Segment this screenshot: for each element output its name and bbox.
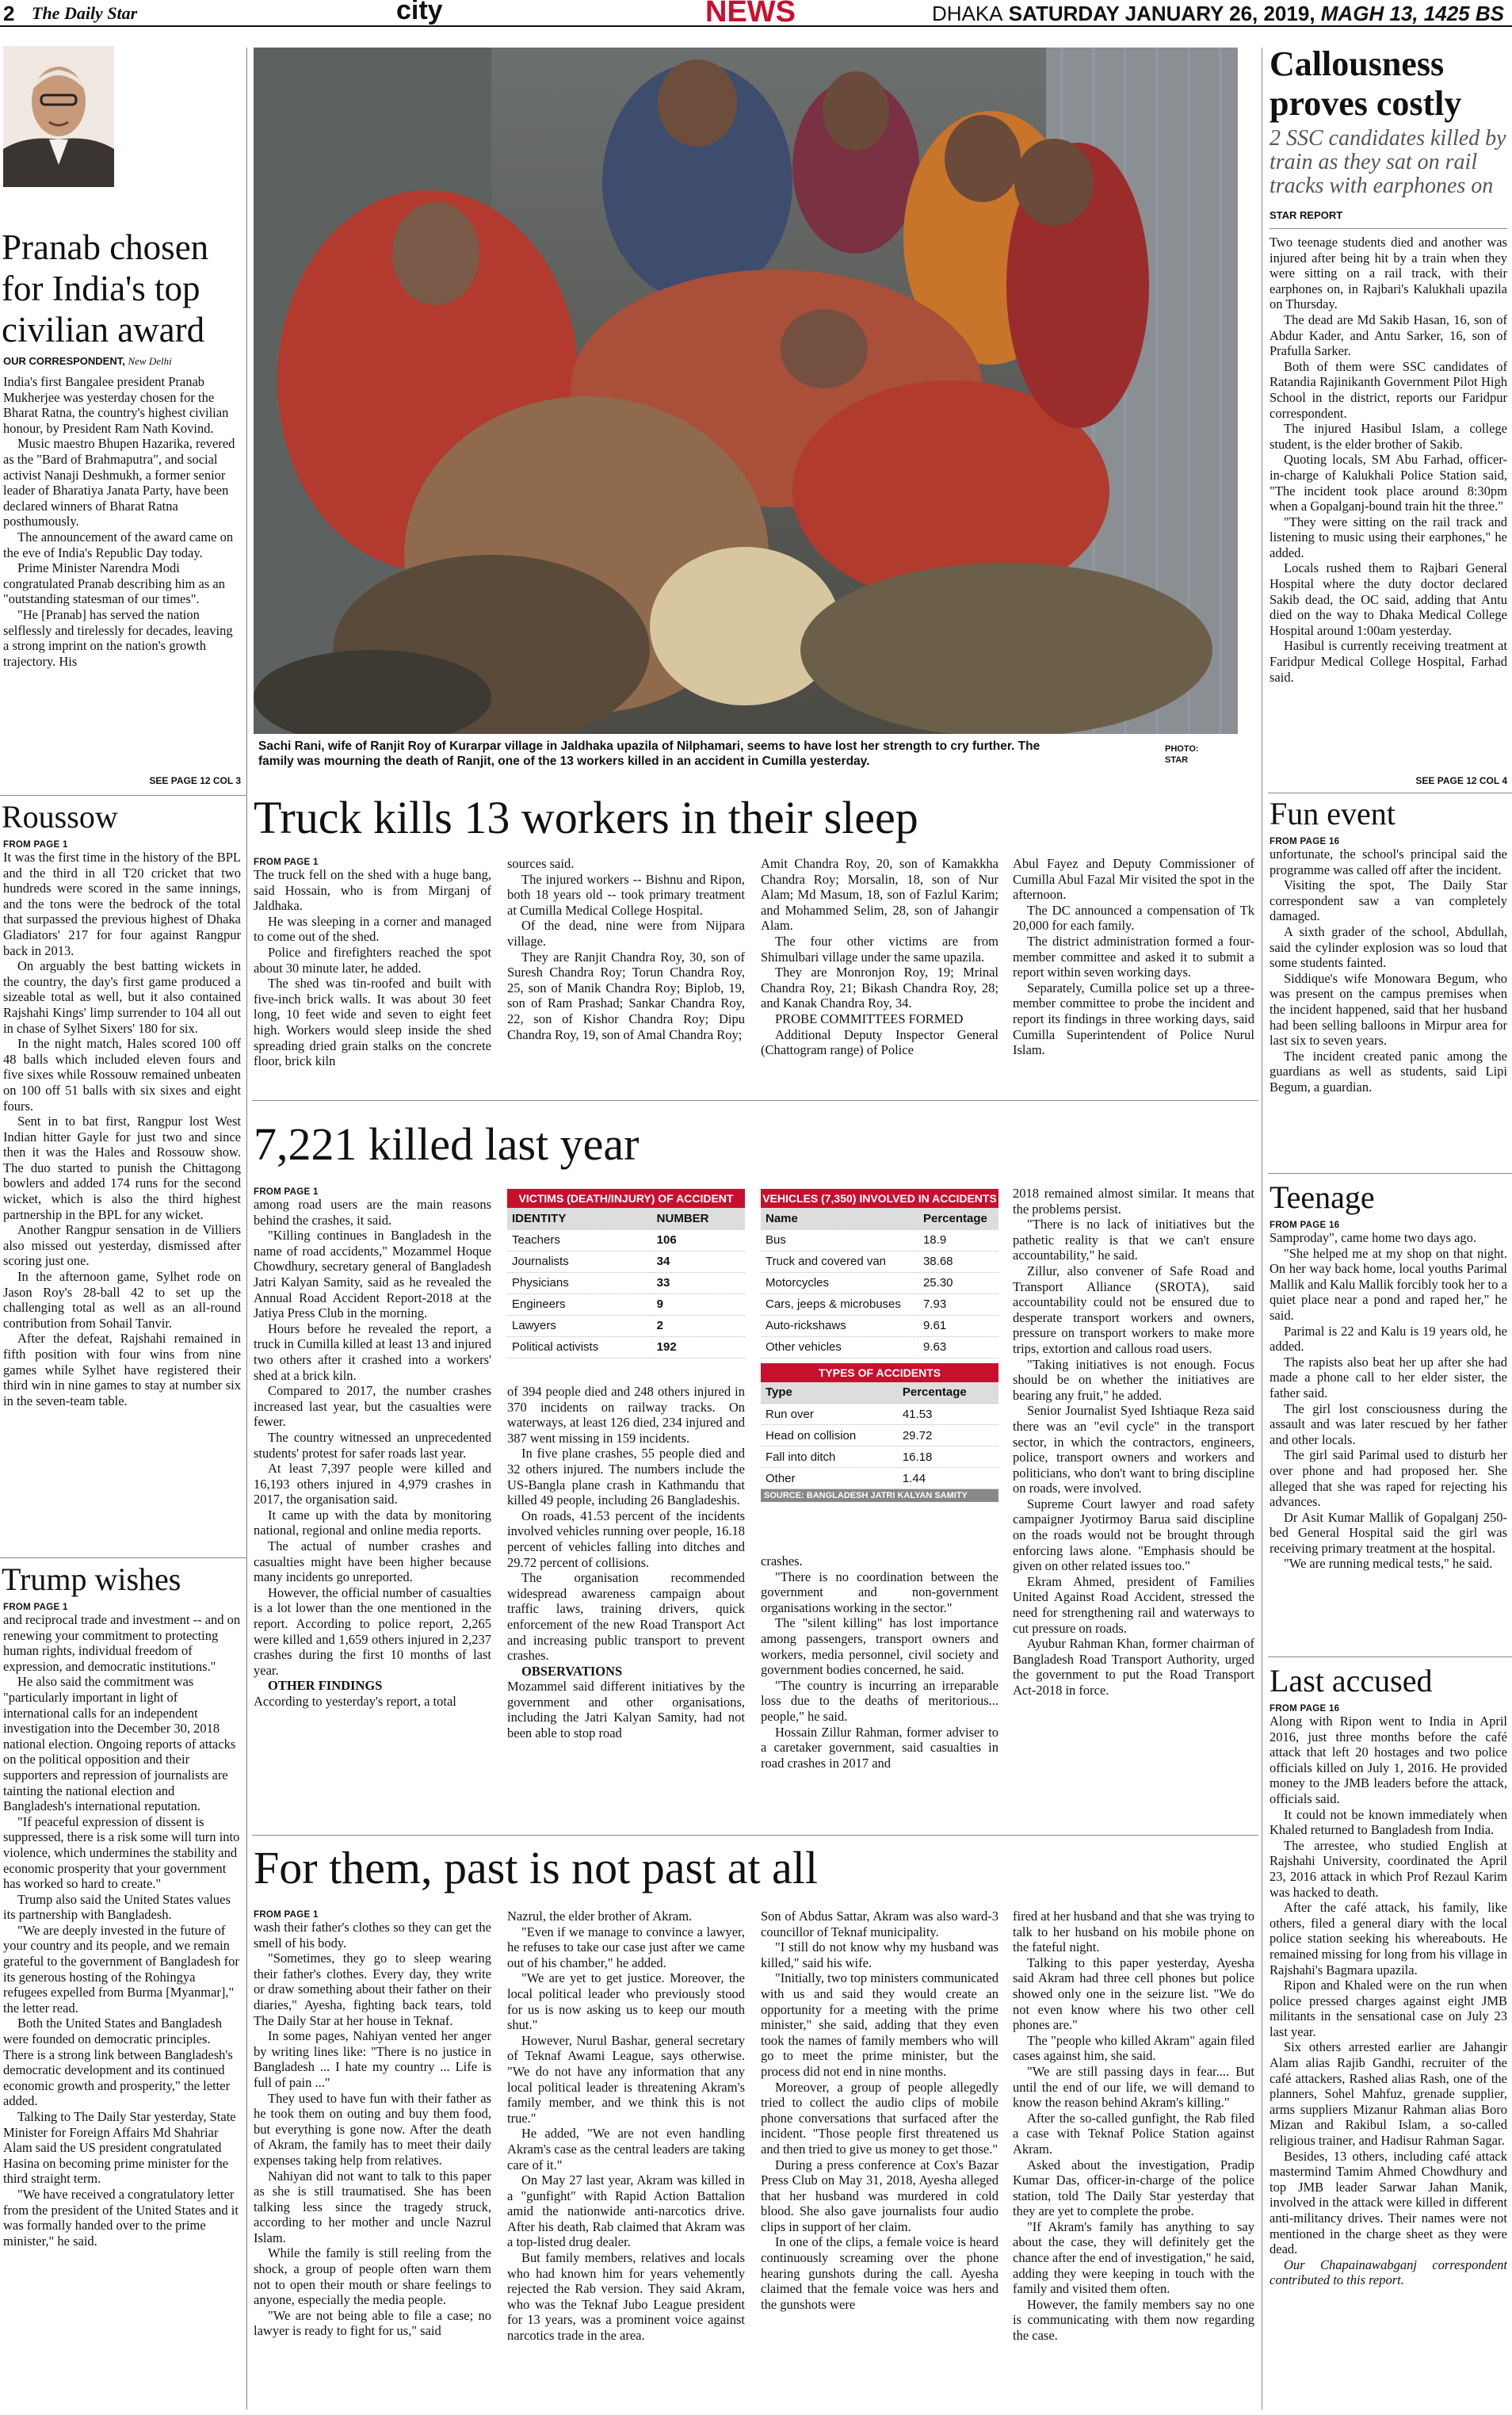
paragraph: In the afternoon game, Sylhet rode on Jason Roy's 28-ball 42 to set up the challenging total as well as an all-round contribution from Sohail Tanvir. — [3, 1269, 241, 1331]
paragraph: Zillur, also convener of Safe Road and Transport Alliance (SROTA), said accountability could not be ensured due to desperate transport workers and owners, pressure on transport workers to make more trips, extortion and callous road users. — [1013, 1263, 1254, 1356]
paragraph: Hasibul is currently receiving treatment at Faridpur Medical College Hospital, Farhad said. — [1270, 638, 1507, 685]
table-row: Other 1.44 — [761, 1468, 998, 1489]
callousness-subhead: 2 SSC candidates killed by train as they sat on rail tracks with earphones on — [1270, 126, 1506, 198]
paragraph: At least 7,397 people were killed and 16,193 others injured in 4,979 crashes in 2017, the organisation said. — [254, 1461, 491, 1507]
types-table — [761, 1382, 998, 1490]
paragraph: They are Monronjon Roy, 19; Mrinal Chandra Roy, 21; Bikash Chandra Roy, 28; and Kanak Chandra Roy, 34. — [761, 965, 998, 1011]
section-rule — [1268, 1173, 1512, 1174]
past-col-2 — [507, 1909, 745, 2411]
column-header: IDENTITY — [507, 1208, 652, 1229]
paragraph: Locals rushed them to Rajbari General Hospital where the duty doctor declared Sakib dead, the OC said, adding that Antu died on the way to Dhaka Medical College Hospital around 1:00am yesterday. — [1270, 560, 1507, 638]
table-row: Journalists 34 — [507, 1251, 745, 1272]
paragraph: "We are yet to get justice. Moreover, the local political leader who previously stood for us is now asking us to keep our mouth shut." — [507, 1970, 745, 2033]
past-col-4 — [1013, 1909, 1254, 2411]
paragraph: Ripon and Khaled were on the run when police pressed charges against eight JMB militants in the sensational case on July 23 last year. — [1270, 1977, 1507, 2039]
fun-body — [1270, 835, 1507, 1168]
paragraph: The announcement of the award came on the eve of India's Republic Day today. — [3, 529, 234, 560]
paragraph: After the so-called gunfight, the Rab filed a case with Teknaf Police Station against Akram. — [1013, 2110, 1254, 2157]
paragraph: Asked about the investigation, Pradip Kumar Das, officer-in-charge of the police station, told The Daily Star yesterday that they are yet to complete the probe. — [1013, 2157, 1254, 2219]
paragraph: The organisation recommended widespread awareness campaign about traffic laws, training drivers, quick enforcement of the new Road Transport Act and increasing public transport to prevent crashes. — [507, 1570, 745, 1664]
paragraph: Separately, Cumilla police set up a three-member committee to probe the incident and report its findings in three working days, said Cumilla Superintendent of Police Nurul Islam. — [1013, 980, 1254, 1058]
paragraph: Ekram Ahmed, president of Families United Against Road Accident, stressed the need for strengthening rail and waterways to cut pressure on roads. — [1013, 1573, 1254, 1636]
section-rule — [252, 1835, 1258, 1836]
table-row: Truck and covered van 38.68 — [761, 1251, 998, 1272]
paragraph: It could not be known immediately when Khaled returned to Bangladesh from India. — [1270, 1806, 1507, 1838]
paragraph: sources said. — [507, 856, 575, 871]
table-row: Run over 41.53 — [761, 1404, 998, 1425]
paragraph: "Even if we manage to convince a lawyer, he refuses to take our case just after we came out of his chamber," he added. — [507, 1924, 745, 1970]
paragraph: The "silent killing" has lost importance among passengers, transport owners and workers, media personnel, civil society and government bodies concerned, he said. — [761, 1615, 998, 1678]
paragraph: "There is no coordination between the government and non-government organisations working in the sector." — [761, 1569, 998, 1615]
paragraph: After the defeat, Rajshahi remained in fifth position with four wins from nine games while Sylhet have registered their third win in nine games to stay at number six in the seven-team table. — [3, 1331, 241, 1408]
paragraph: The rapists also beat her up after she had made a phone call to her elder sister, the father said. — [1270, 1354, 1507, 1400]
paragraph: "I still do not know why my husband was killed," said his wife. — [761, 1939, 998, 1970]
contributor-note: Our Chapainawabganj correspondent contributed to this report. — [1270, 2256, 1507, 2288]
paragraph: crashes. — [761, 1553, 803, 1569]
section-rule — [252, 1100, 1258, 1101]
pranab-byline: OUR CORRESPONDENT, New Delhi — [3, 355, 172, 367]
subheading: OBSERVATIONS — [521, 1663, 623, 1679]
paragraph: "We are still passing days in fear.... But until the end of our life, we will demand to know the reason behind Akram's killing." — [1013, 2063, 1254, 2111]
teenage-body — [1270, 1219, 1507, 1652]
paragraph: The arrestee, who studied English at Rajshahi University, coordinated the April 23, 2016 attack in which Prof Rezaul Karim was hacked to death. — [1270, 1837, 1507, 1900]
paragraph: Quoting locals, SM Abu Farhad, officer-in-charge of Kalukhali Police Station said, "The incident took place around 8:30pm when a Gopalganj-bound train hit the three." — [1270, 452, 1507, 514]
paragraph: Nazrul, the elder brother of Akram. — [507, 1909, 693, 1924]
callousness-byline: STAR REPORT — [1270, 209, 1343, 221]
paragraph: Trump also said the United States values its partnership with Bangladesh. — [3, 1891, 231, 1923]
paragraph: But family members, relatives and locals who had known him for years vehemently rejected the Rab version. They said Akram, who was the Teknaf Jubo League president for 13 years, was a prominent voice against narcotics trade in the area. — [507, 2250, 745, 2344]
main-news-photo — [254, 48, 1238, 734]
callousness-headline: Callousness proves costly — [1270, 44, 1462, 123]
table-row: Lawyers 2 — [507, 1315, 745, 1336]
paragraph: Amit Chandra Roy, 20, son of Kamakkha Chandra Roy; Morsalin, 18, son of Nur Alam; Md Masum, 18, son of Fazlul Karim; and Mohammed Selim, 28, son of Jahangir Alam. — [761, 856, 998, 934]
from-page-label: FROM PAGE 16 — [1270, 1221, 1340, 1230]
past-col-1 — [254, 1909, 491, 2411]
fun-headline: Fun event — [1270, 796, 1396, 831]
paragraph: A sixth grader of the school, Abdullah, said the cylinder explosion was so loud that some students fainted. — [1270, 923, 1507, 971]
paragraph: It was the first time in the history of the BPL and the third in all T20 cricket that two hundreds were scored in the same innings, and the tons were the bedrock of the total that surpassed the previous highest of Dhaka Gladiators' 217 for four against Rangpur back in 2013. — [3, 850, 241, 958]
table-row: Engineers 9 — [507, 1293, 745, 1315]
pranab-see-page: SEE PAGE 12 COL 3 — [149, 775, 241, 786]
paragraph: "There is no lack of initiatives but the pathetic reality is that we can't ensure accountability," he said. — [1013, 1217, 1254, 1263]
paragraph: The injured workers -- Bishnu and Ripon, both 18 years old -- took primary treatment at Cumilla Medical College Hospital. — [507, 871, 745, 918]
paragraph: unfortunate, the school's principal said the programme was called off after the incident. — [1270, 846, 1507, 877]
paragraph: "We are deeply invested in the future of your country and its people, and we remain grateful to the government of Bangladesh for its generous hosting of the Rohingya refugees expelled from Burma [Myanmar]," the letter read. — [3, 1922, 239, 2016]
column-header: Percentage — [898, 1382, 998, 1404]
truck-col-4 — [1013, 856, 1254, 1094]
killed-headline: 7,221 killed last year — [254, 1118, 640, 1170]
callousness-see-page: SEE PAGE 12 COL 4 — [1415, 775, 1507, 786]
paragraph: Two teenage students died and another was injured after being hit by a train when they were sitting on a rail track, with their earphones on, in Rajbari's Kalukhali upazila on Thursday. — [1270, 235, 1507, 312]
paragraph: "The country is incurring an irreparable loss due to the deaths of meritorious... people," he said. — [761, 1677, 998, 1724]
paragraph: "He [Pranab] has served the nation selflessly and tirelessly for decades, leaving a strong imprint on the nation's growth trajectory. His — [3, 606, 233, 669]
vehicles-table — [761, 1189, 998, 1502]
from-page-label: FROM PAGE 1 — [254, 1910, 319, 1920]
subheading: OTHER FINDINGS — [268, 1678, 383, 1694]
from-page-label: FROM PAGE 1 — [254, 1187, 319, 1197]
last-headline: Last accused — [1270, 1663, 1433, 1699]
paragraph: Visiting the spot, The Daily Star correspondent saw a van completely damaged. — [1270, 877, 1507, 924]
from-page-label: FROM PAGE 16 — [1270, 837, 1340, 846]
paragraph: He also said the commitment was "particularly important in light of international calls for an independent investigation into the December 30, 2018 national election. Ongoing reports of attacks on the political opposition and their supporters and repression of journalists are tainting the national election and Bangladesh's international reputation. — [3, 1674, 236, 1814]
table-row: Motorcycles 25.30 — [761, 1272, 998, 1293]
paragraph: Siddique's wife Monowara Begum, who was present on the campus premises when the incident happened, said that her husband had been selling balloons in Mirpur area for last six to seven years. — [1270, 970, 1507, 1049]
photo-caption: Sachi Rani, wife of Ranjit Roy of Kurarpar village in Jaldhaka upazila of Nilphamari, seems to have lost her strength to cry further. The family was mourning the death of Ranjit, one of the 13 workers killed in an accident in Cumilla yesterday. — [258, 739, 1040, 768]
paragraph: Talking to The Daily Star yesterday, State Minister for Foreign Affairs Md Shahriar Alam said the US president congratulated Hasina on becoming prime minister for the third straight term. — [3, 2109, 236, 2187]
past-headline: For them, past is not past at all — [254, 1842, 819, 1893]
paragraph: Ayubur Rahman Khan, former chairman of Bangladesh Road Transport Authority, urged the government to put the Road Transport Act-2018 in force. — [1013, 1636, 1254, 1698]
paragraph: While the family is still reeling from the shock, a group of people often warn them not to open their mouth or share feelings to anyone, especially the media people. — [254, 2245, 491, 2308]
callousness-body — [1270, 235, 1507, 774]
paragraph: "If peaceful expression of dissent is suppressed, there is a risk some will turn into violence, which undermines the stability and economic prosperity that your government has worked so hard to create." — [3, 1813, 240, 1892]
paragraph: However, the family members say no one is communicating with them now regarding the case. — [1013, 2296, 1254, 2344]
paragraph: "She helped me at my shop on that night. On her way back home, local youths Parimal Mallik and Kalu Mallik forcibly took her to a quiet place near a pond and raped her," he said. — [1270, 1245, 1507, 1323]
paragraph: Son of Abdus Sattar, Akram was also ward-3 councillor of Teknaf municipality. — [761, 1909, 998, 1939]
table-row: Other vehicles 9.63 — [761, 1336, 998, 1358]
paragraph: Additional Deputy Inspector General (Chattogram range) of Police — [761, 1026, 998, 1058]
paragraph: "Killing continues in Bangladesh in the name of road accidents," Mozammel Hoque Chowdhury, secretary general of Bangladesh Jatri Kalyan Samity, said as he revealed the Annual Road Accident Report-2018 at the Jatiya Press Club in the morning. — [254, 1228, 491, 1321]
table-row: Teachers 106 — [507, 1229, 745, 1251]
paragraph: of 394 people died and 248 others injured in 370 incidents on railway tracks. On waterways, at least 126 died, 234 injured and 387 went missing in 159 incidents. — [507, 1384, 745, 1446]
truck-col-2 — [507, 856, 745, 1094]
roussow-body — [3, 839, 241, 1552]
table-row: Fall into ditch 16.18 — [761, 1446, 998, 1468]
paragraph: Both of them were SSC candidates of Ratandia Rajinikanth Government Pilot High School in the district, reports our Faridpur correspondent. — [1270, 358, 1507, 421]
killed-col-2 — [507, 1384, 745, 1829]
pranab-portrait — [3, 46, 114, 187]
killed-col-3 — [761, 1553, 998, 1829]
paragraph: After the café attack, his family, like others, filed a general diary with the local police station seeking his whereabouts. He remained missing for long from his village in Rajshahi's Bagmara upazila. — [1270, 1900, 1507, 1977]
paragraph: "Taking initiatives is not enough. Focus should be on whether the initiatives are bearing any fruit," he added. — [1013, 1356, 1254, 1403]
section-rule — [1268, 1656, 1512, 1657]
paragraph: Nahiyan did not want to talk to this paper as she is still traumatised. She has been talking less since the tragedy struck, according to her mother and uncle Nazrul Islam. — [254, 2168, 491, 2245]
subheading: PROBE COMMITTEES FORMED — [775, 1011, 964, 1026]
paragraph: Mozammel said different initiatives by the government and other organisations, including the Jatri Kalyan Samity, had not been able to stop road — [507, 1679, 745, 1741]
from-page-label: FROM PAGE 1 — [3, 840, 68, 850]
table-row: Bus 18.9 — [761, 1229, 998, 1251]
paragraph: Hossain Zillur Rahman, former adviser to a caretaker government, said casualties in road crashes in 2017 and — [761, 1724, 998, 1771]
trump-headline: Trump wishes — [2, 1561, 181, 1597]
teenage-headline: Teenage — [1270, 1179, 1375, 1215]
page-number: 2 — [3, 2, 15, 25]
truck-col-3 — [761, 856, 998, 1094]
paragraph: 2018 remained almost similar. It means that the problems persist. — [1013, 1186, 1254, 1217]
paragraph: India's first Bangalee president Pranab Mukherjee was yesterday chosen for the Bharat Ratna, the country's highest civilian honour, by President Ram Nath Kovind. — [3, 374, 229, 436]
byline-rule — [1270, 228, 1507, 229]
paragraph: The injured Hasibul Islam, a college student, is the elder brother of Sakib. — [1270, 421, 1507, 452]
paragraph: The district administration formed a four-member committee and asked it to submit a report within seven working days. — [1013, 933, 1254, 980]
paragraph: On arguably the best batting wickets in the country, the day's first game produced a sizeable total as well, but it also contained Rajshahi Kings' limp surrender to 104 all out in chase of Sylhet Sixers' 180 for six. — [3, 958, 241, 1036]
paragraph: among road users are the main reasons behind the crashes, it said. — [254, 1197, 491, 1228]
paragraph: The truck fell on the shed with a huge bang, said Hossain, who is from Mirganj of Jaldhaka. — [254, 867, 491, 914]
paragraph: The "people who killed Akram" again filed cases against him, she said. — [1013, 2032, 1254, 2064]
table-source: SOURCE: BANGLADESH JATRI KALYAN SAMITY — [761, 1489, 998, 1502]
paragraph: Both the United States and Bangladesh were founded on democratic principles. There is a strong link between Bangladesh's democratic development and its continued economic growth and prosperity," the letter added. — [3, 2016, 233, 2109]
photo-credit: PHOTO: STAR — [1165, 744, 1199, 765]
column-header: NUMBER — [652, 1208, 745, 1229]
paragraph: During a press conference at Cox's Bazar Press Club on May 31, 2018, Ayesha alleged that her husband was murdered in cold blood. She also gave journalists four audio clips in support of her claim. — [761, 2157, 998, 2234]
paragraph: The dead are Md Sakib Hasan, 16, son of Abdur Kader, and Antu Sarker, 16, son of Prafulla Sarker. — [1270, 311, 1507, 359]
paragraph: Along with Ripon went to India in April 2016, just three months before the café attack that left 20 hostages and two police officials killed on July 1, 2016. He provided money to the JMB leaders before the attack, officials said. — [1270, 1714, 1507, 1806]
paragraph: On roads, 41.53 percent of the incidents involved vehicles running over people, 16.18 percent of vehicles falling into ditches and 29.72 percent of collisions. — [507, 1507, 745, 1570]
paragraph: Hours before he revealed the report, a truck in Cumilla killed at least 13 and injured two others after it crashed into a workers' shed at a brick kiln. — [254, 1320, 491, 1383]
paragraph: Talking to this paper yesterday, Ayesha said Akram had three cell phones but police showed only one in the seizure list. "We do not even know where his two other cell phones are." — [1013, 1955, 1254, 2033]
column-header: Percentage — [918, 1208, 998, 1229]
table-row: Physicians 33 — [507, 1272, 745, 1293]
paragraph: According to yesterday's report, a total — [254, 1694, 456, 1709]
section-label: city — [396, 0, 443, 25]
paragraph: Of the dead, nine were from Nijpara village. — [507, 918, 745, 949]
paragraph: In some pages, Nahiyan vented her anger by writing lines like: "There is no justice in Bangladesh ... I hate my country ... Life is full of pain ..." — [254, 2028, 491, 2090]
paragraph: They are Ranjit Chandra Roy, 30, son of Suresh Chandra Roy; Torun Chandra Roy, 25, son of Manik Chandra Roy; Biplob, 19, son of Ram Prashad; Sankar Chandra Roy, 22, son of Kishor Chandra Roy; Dipu Chandra Roy, 19, son of Amal Chandra Roy; — [507, 949, 745, 1042]
killed-col-4 — [1013, 1186, 1254, 1829]
roussow-headline: Roussow — [2, 799, 118, 835]
paragraph: The shed was tin-roofed and built with five-inch brick walls. It was about 30 feet long, 10 feet wide and seven to eight feet high. Workers would sleep inside the shed spreading dried grain stalks on the concrete floor, brick kiln — [254, 976, 491, 1069]
paper-name: The Daily Star — [32, 3, 138, 23]
paragraph: The girl said Parimal used to disturb her over phone and had proposed her. She alleged that she was raped for rejecting his advances. — [1270, 1447, 1507, 1510]
past-col-3 — [761, 1909, 998, 2411]
paragraph: In the night match, Hales scored 100 off 48 balls which included eleven fours and five sixes while Rossouw remained unbeaten on 100 off 51 balls with six sixes and eight fours. — [3, 1036, 241, 1114]
paragraph: "We are running medical tests," he said. — [1284, 1556, 1493, 1572]
paragraph: In five plane crashes, 55 people died and 32 others injured. The numbers include the US-Bangla plane crash in Kathmandu that killed 49 people, including 26 Bangladeshis. — [507, 1446, 745, 1508]
table-row: Head on collision 29.72 — [761, 1425, 998, 1446]
victims-table-title: VICTIMS (DEATH/INJURY) OF ACCIDENT — [507, 1189, 745, 1208]
paragraph: The girl lost consciousness during the assault and was later rescued by her father and other locals. — [1270, 1400, 1507, 1447]
paragraph: Dr Asit Kumar Mallik of Gopalganj 250-bed General Hospital said the girl was receiving primary treatment at the hospital. — [1270, 1509, 1507, 1556]
paragraph: Moreover, a group of people allegedly tried to collect the audio clips of mobile phone conversations that surfaced after the incident. "Those people first threatened us and then tried to give us money to get those." — [761, 2079, 998, 2157]
paragraph: Parimal is 22 and Kalu is 19 years old, he added. — [1270, 1323, 1507, 1355]
paragraph: He added, "We are not even handling Akram's case as the central leaders are taking care of it." — [507, 2126, 745, 2172]
paragraph: Senior Journalist Syed Ishtiaque Reza said there was an "evil cycle" in the transport sector, in which the contractors, engineers, police, transport owners and workers and politicians, who don't want to bring discipline on roads, were involved. — [1013, 1403, 1254, 1496]
paragraph: Six others arrested earlier are Jahangir Alam alias Rajib Gandhi, recruiter of the café attackers, Rashed alias Rash, one of the planners, Sohel Mahfuz, grenade supplier, arms suppliers Mizanur Rahman alias Boro Mizan and Rakibul Islam, a so-called religious trainer, and Hadisur Rahman Sagar. — [1270, 2039, 1507, 2149]
table-row: Cars, jeeps & microbuses 7.93 — [761, 1293, 998, 1315]
paragraph: Sent in to bat first, Rangpur lost West Indian hitter Gayle for just two and since then it was the Hales and Rossouw show. The duo started to punish the Chittagong bowlers and added 174 runs for the second wicket, which is also the third highest partnership in the BPL for any wicket. — [3, 1114, 241, 1222]
types-table-title: TYPES OF ACCIDENTS — [761, 1363, 998, 1382]
trump-body — [3, 1601, 241, 2411]
paragraph: The country witnessed an unprecedented students' protest for safer roads last year. — [254, 1429, 491, 1461]
dateline: DHAKA SATURDAY JANUARY 26, 2019, MAGH 13, 1425 BS — [931, 2, 1504, 25]
paragraph: The actual of number crashes and casualties might have been higher because many incidents go unreported. — [254, 1538, 491, 1585]
paragraph: Music maestro Bhupen Hazarika, revered as the "Bard of Brahmaputra", and social activist Nanaji Deshmukh, a former senior leader of Bharatiya Janata Party, have been declared winners of Bharat Ratna posthumously. — [3, 436, 235, 529]
truck-col-1 — [254, 856, 491, 1094]
paragraph: Besides, 13 others, including café attack mastermind Tamim Ahmed Chowdhury and top JMB leader Sarwar Jahan Manik, involved in the attack were killed in different anti-militancy drives. Their names were not mentioned in the charge sheet as they were dead. — [1270, 2148, 1507, 2257]
paragraph: He was sleeping in a corner and managed to come out of the shed. — [254, 913, 491, 945]
paragraph: The DC announced a compensation of Tk 20,000 for each family. — [1013, 902, 1254, 934]
vehicles-table-title: VEHICLES (7,350) INVOLVED IN ACCIDENTS — [761, 1189, 998, 1208]
paragraph: and reciprocal trade and investment -- and on renewing your commitment to protecting human rights, individual freedom of expression, and democratic institutions." — [3, 1612, 241, 1674]
section-rule — [0, 1557, 246, 1558]
victims-table — [507, 1189, 745, 1358]
paragraph: "Sometimes, they go to sleep wearing their father's clothes. Every day, they write or draw something about their father on their diaries," Ayesha, fighting back tears, told The Daily Star at her house in Teknaf. — [254, 1951, 491, 2028]
from-page-label: FROM PAGE 1 — [254, 858, 319, 867]
paragraph: Abul Fayez and Deputy Commissioner of Cumilla Abul Fazal Mir visited the spot in the afternoon. — [1013, 856, 1254, 903]
killed-col-1 — [254, 1186, 491, 1829]
paragraph: Compared to 2017, the number crashes increased last year, but the casualties were fewer. — [254, 1383, 491, 1430]
paragraph: However, Nurul Bashar, general secretary of Teknaf Awami League, says otherwise. "We do not have any information that any local political leader is threatening Akram's family member, and we think this is not true." — [507, 2032, 745, 2126]
pranab-body — [3, 374, 241, 773]
paragraph: Police and firefighters reached the spot about 30 minute later, he added. — [254, 944, 491, 976]
paragraph: In one of the clips, a female voice is heard continuously screaming over the phone hearing gunshots during the call. Ayesha claimed that the female voice was hers and the gunshots were — [761, 2234, 998, 2312]
paragraph: Samproday", came home two days ago. — [1270, 1230, 1477, 1245]
pranab-headline: Pranab chosen for India's top civilian award — [2, 227, 209, 350]
last-body — [1270, 1702, 1507, 2411]
paragraph: The incident created panic among the guardians as well as students, said Lipi Begum, a guardian. — [1270, 1048, 1507, 1095]
table-row: Auto-rickshaws 9.61 — [761, 1315, 998, 1336]
category-label: NEWS — [705, 0, 796, 29]
paragraph: They used to have fun with their father as he took them on outing and buy them food, but everything is gone now. After the death of Akram, the family has to meet their daily expenses taking help from relatives. — [254, 2090, 491, 2168]
paragraph: The four other victims are from Shimulbari village under the same upazila. — [761, 933, 998, 965]
paragraph: "We are not being able to file a case; no lawyer is ready to fight for us," said — [254, 2307, 491, 2339]
truck-headline: Truck kills 13 workers in their sleep — [254, 792, 918, 843]
paragraph: On May 27 last year, Akram was killed in a "gunfight" with Rapid Action Battalion amid the nationwide anti-narcotics drive. After his death, Rab claimed that Akram was a top-listed drug dealer. — [507, 2172, 745, 2250]
paragraph: "They were sitting on the rail track and listening to music using their earphones," he added. — [1270, 514, 1507, 560]
masthead — [0, 0, 1512, 27]
table-row: Political activists 192 — [507, 1336, 745, 1358]
paragraph: Supreme Court lawyer and road safety campaigner Jyotirmoy Barua said discipline on the roads would not be brought through enforcing laws alone. "Emphasis should be given on other related issues too." — [1013, 1496, 1254, 1574]
paragraph: "We have received a congratulatory letter from the president of the United States and it was formally handed over to the prime minister," he said. — [3, 2186, 239, 2249]
paragraph: fired at her husband and that she was trying to talk to her husband on his mobile phone on the fateful night. — [1013, 1909, 1254, 1955]
column-header: Name — [761, 1208, 918, 1229]
from-page-label: FROM PAGE 16 — [1270, 1704, 1340, 1714]
column-rule — [246, 48, 247, 2409]
paragraph: Prime Minister Narendra Modi congratulated Pranab describing him as an "outstanding statesman of our times". — [3, 560, 225, 607]
paragraph: "If Akram's family has anything to say about the case, they will definitely get the chance after the end of investigation," he said, adding they were keeping in touch with the family and visited them often. — [1013, 2218, 1254, 2297]
paragraph: Another Rangpur sensation in de Villiers also missed out yesterday, dismissed after scoring just one. — [3, 1222, 241, 1269]
paragraph: However, the official number of casualties is a lot lower than the one mentioned in the report. According to police report, 2,265 were killed and 1,659 others injured in 2,237 crashes during the first 10 months of last year. — [254, 1584, 491, 1678]
column-header: Type — [761, 1382, 898, 1404]
paragraph: It came up with the data by monitoring national, regional and online media reports. — [254, 1507, 491, 1538]
paragraph: "Initially, two top ministers communicated with us and said they would create an opportunity for a meeting with the prime minister," she said, adding that they even took the names of family members who will go to meet the prime minister, but the process did not end in nine months. — [761, 1970, 998, 2079]
paragraph: wash their father's clothes so they can get the smell of his body. — [254, 1920, 491, 1951]
section-rule — [0, 795, 246, 796]
from-page-label: FROM PAGE 1 — [3, 1603, 68, 1612]
